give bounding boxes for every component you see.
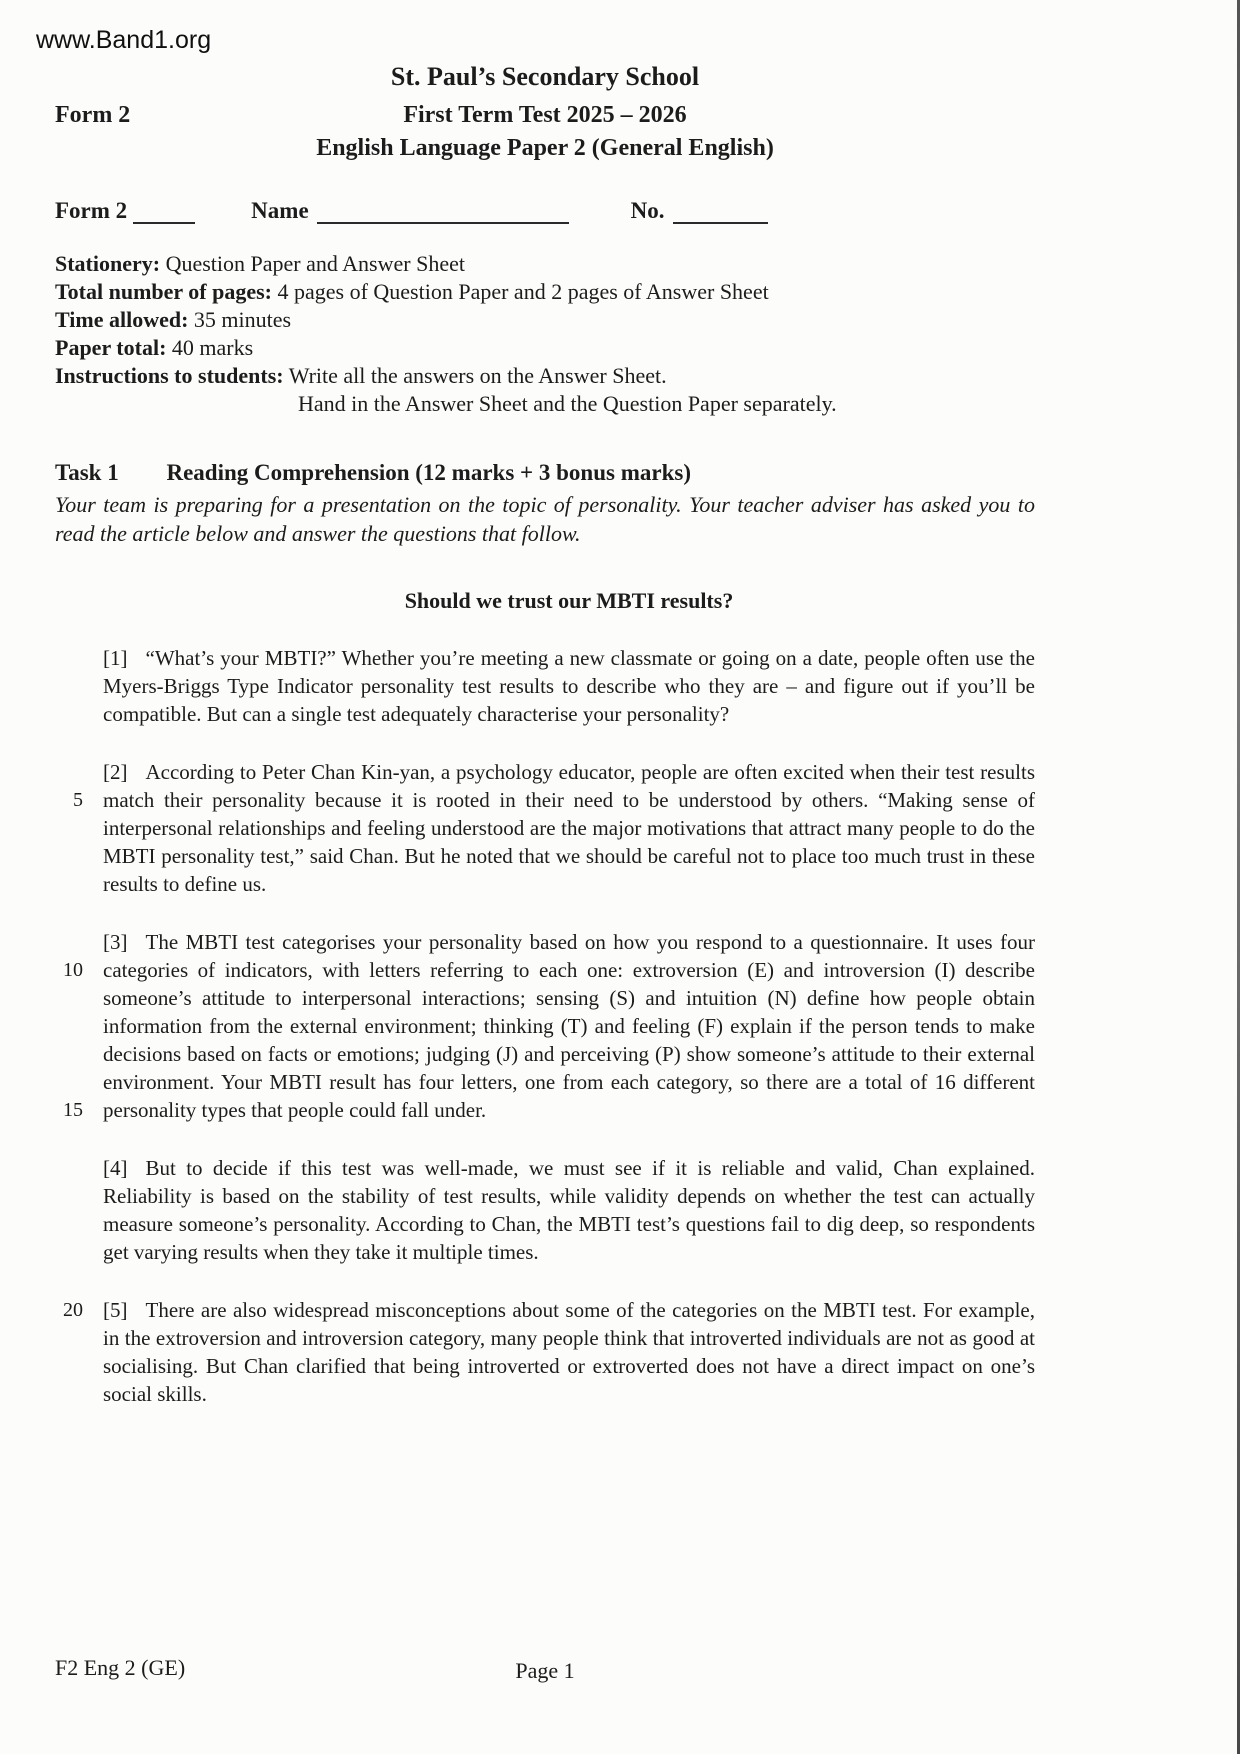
paragraph-1 <box>103 644 1035 728</box>
detail-total <box>55 334 1035 362</box>
paragraph-2 <box>73 758 1035 898</box>
footer-page-number: Page 1 <box>515 1658 575 1683</box>
task-intro: Your team is preparing for a presentation on the topic of personality. Your teacher adviser has asked you to read the article below and answer the questions that follow. <box>55 492 1035 546</box>
paragraph-3-number: [3] <box>103 930 128 954</box>
paragraph-1-text: “What’s your MBTI?” Whether you’re meeting a new classmate or going on a date, people often use the Myers-Briggs Type Indicator personality test results to describe who they are – and figure out if you’ll be compatible. But can a single test adequately characterise your personality? <box>103 646 1035 726</box>
detail-instructions-line2 <box>298 390 1035 418</box>
task-heading-row <box>55 460 1035 486</box>
pages-value: 4 pages of Question Paper and 2 pages of Answer Sheet <box>277 279 769 304</box>
detail-time <box>55 306 1035 334</box>
paragraph-3 <box>63 928 1035 1124</box>
instructions-value-2: Hand in the Answer Sheet and the Question Paper separately. <box>298 391 837 416</box>
paragraph-4 <box>103 1154 1035 1266</box>
detail-instructions <box>55 362 1035 390</box>
header-line-2 <box>55 102 1035 129</box>
article-title: Should we trust our MBTI results? <box>404 588 734 613</box>
paragraph-5-text: There are also widespread misconceptions about some of the categories on the MBTI test. For example, in the extroversion and introversion category, many people think that introverted individuals are not as good at socialising. But Chan clarified that being introverted or extroverted does not have a direct impact on one’s social skills. <box>103 1298 1035 1406</box>
time-label: Time allowed: <box>55 307 189 332</box>
time-value: 35 minutes <box>193 307 292 332</box>
paper-title: English Language Paper 2 (General English) <box>316 135 774 161</box>
header-form-label: Form 2 <box>55 102 131 128</box>
paragraph-5 <box>63 1296 1035 1408</box>
school-title: St. Paul’s Secondary School <box>390 62 700 91</box>
student-form-label: Form 2 <box>55 198 128 223</box>
detail-stationery <box>55 250 1035 278</box>
task-title: Reading Comprehension (12 marks + 3 bonus marks) <box>166 460 691 485</box>
student-name-label: Name <box>251 198 309 223</box>
task-1-block <box>55 460 1035 548</box>
total-label: Paper total: <box>55 335 167 360</box>
student-no-blank <box>673 198 768 224</box>
paragraph-2-number: [2] <box>103 760 128 784</box>
detail-pages <box>55 278 1035 306</box>
paragraph-2-text: According to Peter Chan Kin-yan, a psychology educator, people are often excited when their test results match their personality because it is rooted in their need to be understood by others. “Making sense of interpersonal relationships and feeling understood are the major motivations that attract many people to do the MBTI personality test,” said Chan. But he noted that we should be careful not to place too much trust in these results to define us. <box>103 760 1035 896</box>
student-name-blank <box>317 198 569 224</box>
instructions-value: Write all the answers on the Answer Sheet. <box>288 363 667 388</box>
stationery-label: Stationery: <box>55 251 161 276</box>
paragraph-4-text: But to decide if this test was well-made, we must see if it is reliable and valid, Chan explained. Reliability is based on the stability of test results, while validity depends on whether the test can actually measure someone’s personality. According to Chan, the MBTI test’s questions fail to dig deep, so respondents get varying results when they take it multiple times. <box>103 1156 1035 1264</box>
page-content <box>55 62 1035 1408</box>
task-number: Task 1 <box>55 460 119 485</box>
paragraph-5-number: [5] <box>103 1298 128 1322</box>
paragraph-4-number: [4] <box>103 1156 128 1180</box>
line-number-20: 20 <box>63 1299 83 1321</box>
line-number-10: 10 <box>63 959 83 981</box>
student-info-row <box>55 198 1035 224</box>
student-no-label: No. <box>630 198 665 223</box>
line-number-15: 15 <box>63 1099 83 1121</box>
paragraph-3-text: The MBTI test categorises your personality based on how you respond to a questionnaire. It uses four categories of indicators, with letters referring to each one: extroversion (E) and introversion (I) describe someone’s attitude to interpersonal interactions; sensing (S) and intuition (N) define how people obtain information from the external environment; thinking (T) and feeling (F) explain if the person tends to make decisions based on facts or emotions; judging (J) and perceiving (P) show someone’s attitude to their external environment. Your MBTI result has four letters, one from each category, so there are a total of 16 different personality types that people could fall under. <box>103 930 1035 1122</box>
line-number-5: 5 <box>73 789 83 811</box>
watermark-url: www.Band1.org <box>36 26 212 54</box>
footer-paper-code: F2 Eng 2 (GE) <box>55 1655 186 1680</box>
paragraph-1-number: [1] <box>103 646 128 670</box>
paper-details <box>55 250 1035 418</box>
instructions-label: Instructions to students: <box>55 363 284 388</box>
total-value: 40 marks <box>171 335 254 360</box>
pages-label: Total number of pages: <box>55 279 272 304</box>
reading-article <box>63 588 1035 1408</box>
test-title: First Term Test 2025 – 2026 <box>403 102 687 128</box>
student-form-blank <box>133 198 195 224</box>
stationery-value: Question Paper and Answer Sheet <box>165 251 465 276</box>
